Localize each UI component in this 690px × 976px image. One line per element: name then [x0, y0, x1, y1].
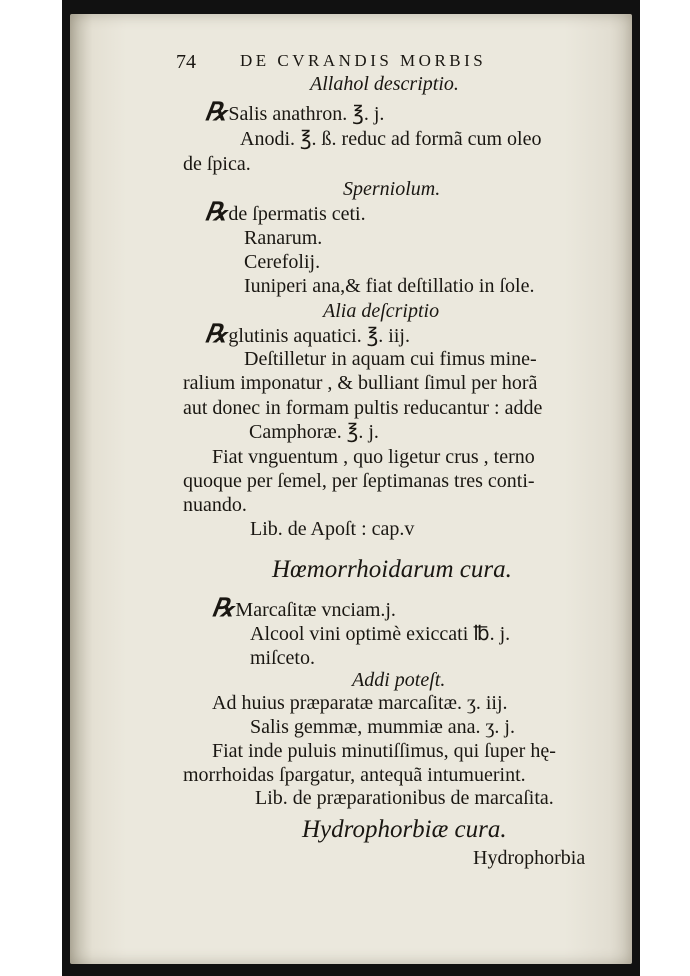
recipe-line: ralium imponatur , & bulliant ſimul per horã [183, 372, 538, 394]
section-heading-hydrophorbiae: Hydrophorbiæ cura. [302, 816, 507, 843]
recipe-line: ℞glutinis aquatici. ℥. iij. [203, 319, 410, 348]
recipe-line: Fiat inde puluis minutiſſimus, qui ſuper hę- [212, 740, 556, 762]
recipe-line: Alcool vini optimè exiccati ℔. j. [250, 623, 511, 645]
recipe-line: ℞Marcaſitæ vnciam.j. [210, 593, 396, 622]
source-reference: Lib. de præparationibus de marcaſita. [255, 787, 554, 809]
recipe-line: Deſtilletur in aquam cui fimus mine- [244, 348, 537, 370]
section-heading-haemorrhoidarum: Hœmorrhoidarum cura. [272, 556, 512, 583]
recipe-symbol-icon: ℞ [210, 593, 237, 622]
recipe-line: Anodi. ℥. ß. reduc ad formã cum oleo [240, 128, 542, 150]
recipe-symbol-icon: ℞ [203, 319, 230, 348]
recipe-line: nuando. [183, 494, 247, 516]
recipe-line: ℞Salis anathron. ℥. j. [203, 97, 385, 126]
recipe-line: ℞de ſpermatis ceti. [203, 197, 366, 226]
recipe-line: aut donec in formam pultis reducantur : adde [183, 397, 543, 419]
recipe-line: de ſpica. [183, 153, 251, 175]
recipe-symbol-icon: ℞ [203, 197, 230, 226]
recipe-line: Ranarum. [244, 227, 323, 249]
recipe-symbol-icon: ℞ [203, 97, 230, 126]
running-head: DE CVRANDIS MORBIS [240, 51, 487, 70]
recipe-line: miſceto. [250, 647, 315, 669]
recipe-line: morrhoidas ſpargatur, antequã intumuerint. [183, 764, 526, 786]
recipe-line: Iuniperi ana,& fiat deſtillatio in ſole. [244, 275, 535, 297]
recipe-line: Fiat vnguentum , quo ligetur crus , terno [212, 446, 535, 468]
section-heading-sperniolum: Sperniolum. [343, 178, 441, 200]
recipe-line: Camphoræ. ℥. j. [249, 421, 379, 443]
recipe-line: Cerefolij. [244, 251, 321, 273]
catchword: Hydrophorbia [473, 847, 586, 869]
recipe-line: quoque per ſemel, per ſeptimanas tres conti- [183, 470, 535, 492]
source-reference: Lib. de Apoſt : cap.v [250, 518, 415, 540]
recipe-line: Ad huius præparatæ marcaſitæ. ʒ. iij. [212, 692, 508, 714]
recipe-line: Salis gemmæ, mummiæ ana. ʒ. j. [250, 716, 515, 738]
section-heading-allahol: Allahol descriptio. [310, 73, 459, 95]
section-heading-alia: Alia deſcriptio [323, 300, 440, 322]
page-number: 74 [176, 51, 196, 73]
section-heading-addi-potest: Addi poteſt. [352, 669, 446, 691]
